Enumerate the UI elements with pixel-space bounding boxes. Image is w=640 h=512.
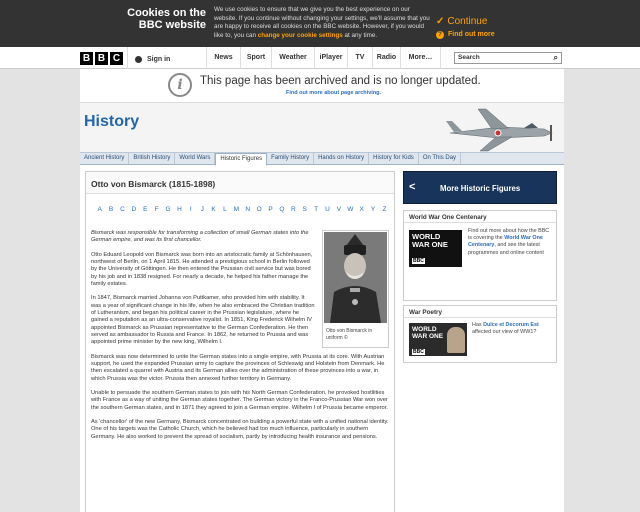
nav-item-news[interactable]: News xyxy=(206,47,240,69)
box-text: Find out more about how the BBC is covering the World War One Centenary, and see the latest programmes and online content xyxy=(468,228,550,256)
archive-notice xyxy=(80,69,564,103)
chevron-left-icon: < xyxy=(409,181,416,193)
alphabet-letter-y[interactable]: Y xyxy=(370,206,376,213)
ww1-centenary-link[interactable]: World War One Centenary xyxy=(468,235,543,249)
war-poetry-thumbnail[interactable]: WORLD WAR ONE BBC xyxy=(409,323,467,356)
cookie-banner xyxy=(0,0,640,47)
article-paragraph: Otto Eduard Leopold von Bismarck was born into an aristocratic family at Schönhausen, northwest of Berlin, on 1 April 1815. He attended a prestigious school in Berlin followed by the University of Göttingen. He then entered the Prussian civil service but was bored by his job and in 1838 resigned. For nearly a decade, he helped his father manage the family estates. xyxy=(91,251,313,287)
nav-item-tv[interactable]: TV xyxy=(347,47,372,69)
search-input[interactable]: Search ⌕ xyxy=(454,52,562,64)
tab-world-wars[interactable]: World Wars xyxy=(175,153,215,164)
alphabet-letter-w[interactable]: W xyxy=(347,206,354,213)
alphabet-letter-d[interactable]: D xyxy=(131,206,137,213)
article-panel xyxy=(85,171,395,512)
question-icon: ? xyxy=(436,31,444,39)
cookie-title: Cookies on the BBC website xyxy=(127,7,206,31)
bismarck-portrait xyxy=(324,232,387,323)
war-poetry-box xyxy=(403,305,557,363)
alphabet-letter-c[interactable]: C xyxy=(120,206,125,213)
alphabet-letter-r[interactable]: R xyxy=(290,206,296,213)
alphabet-letter-t[interactable]: T xyxy=(314,206,319,213)
cookie-settings-link[interactable]: change your cookie settings xyxy=(257,31,343,39)
article-paragraph: Unable to persuade the southern German states to join with his North German Confederation, he provoked hostilities with France as a way of uniting the German states together. The German victory in the Franco-Prussian War won over the southern German states, and in 1871 they agreed to join a German empire. Wilhelm I of Prussia became emperor. xyxy=(91,390,388,411)
box-title: War Poetry xyxy=(404,306,556,318)
tab-british-history[interactable]: British History xyxy=(129,153,175,164)
user-icon xyxy=(135,56,142,63)
alphabet-letter-p[interactable]: P xyxy=(268,206,273,213)
check-icon: ✓ xyxy=(436,16,445,27)
tab-on-this-day[interactable]: On This Day xyxy=(419,153,461,164)
alphabet-letter-j[interactable]: J xyxy=(200,206,204,213)
alphabet-letter-u[interactable]: U xyxy=(325,206,330,213)
tab-ancient-history[interactable]: Ancient History xyxy=(80,153,129,164)
info-icon: i xyxy=(168,73,192,97)
spitfire-illustration xyxy=(440,107,562,153)
box-title: World War One Centenary xyxy=(404,211,556,223)
section-title[interactable]: History xyxy=(84,113,140,130)
alphabet-letter-z[interactable]: Z xyxy=(382,206,387,213)
alphabet-letter-k[interactable]: K xyxy=(211,206,216,213)
section-banner xyxy=(80,103,564,152)
section-tabs xyxy=(80,152,564,165)
alphabet-letter-a[interactable]: A xyxy=(97,206,102,213)
tab-hands-on-history[interactable]: Hands on History xyxy=(314,153,369,164)
article-paragraph: In 1847, Bismarck married Johanna von Puttkamer, who provided him with stability. It was a year of significant change in his life, when he also embraced the Christian tradition of Lutheranism, and began his political career in the Prussian legislature, where he gained a reputation as an ultra-conservative royalist. In 1851, King Frederick Wilhelm IV appointed Bismarck as Prussian representative to the German Confederation. He then served as ambassador to Russia and France. In 1862, he returned to Prussia and was appointed prime minister by the new king, Wilhelm I. xyxy=(91,295,315,346)
article-intro: Bismarck was responsible for transforming a collection of small German states into the German empire, and was its first chancellor. xyxy=(91,230,309,244)
alphabet-letter-n[interactable]: N xyxy=(245,206,251,213)
alphabet-letter-o[interactable]: O xyxy=(256,206,262,213)
alphabet-index xyxy=(94,206,390,213)
portrait-figure xyxy=(322,230,389,348)
alphabet-letter-g[interactable]: G xyxy=(165,206,171,213)
ww1-thumbnail[interactable]: WORLD WAR ONE BBC xyxy=(409,230,462,267)
box-text: Has Dulce et Decorum Est affected our view of WW1? xyxy=(472,322,539,336)
alphabet-letter-f[interactable]: F xyxy=(154,206,159,213)
nav-item-weather[interactable]: Weather xyxy=(271,47,314,69)
nav-item-more[interactable]: More… xyxy=(400,47,441,69)
alphabet-letter-l[interactable]: L xyxy=(223,206,227,213)
alphabet-letter-x[interactable]: X xyxy=(359,206,364,213)
dulce-et-decorum-link[interactable]: Dulce et Decorum Est xyxy=(483,322,539,328)
portrait-caption: Otto von Bismarck in uniform © xyxy=(326,328,373,341)
nav-item-iplayer[interactable]: iPlayer xyxy=(314,47,347,69)
alphabet-letter-s[interactable]: S xyxy=(302,206,307,213)
article-paragraph: Bismarck was now determined to unite the German states into a single empire, with Prussia at its core. With Austrian support, he used the expanded Prussian army to capture the provinces of Schleswig and Holstein from Denmark. He then escalated a quarrel with Austria and its German allies over the administration of these provinces into a war, in which Prussia was the victor. Prussia then annexed further territory in Germany. xyxy=(91,353,385,382)
nav-item-radio[interactable]: Radio xyxy=(372,47,400,69)
content-wrapper xyxy=(80,103,564,512)
alphabet-letter-i[interactable]: I xyxy=(189,206,192,213)
archive-title: This page has been archived and is no longer updated. xyxy=(200,75,481,87)
archive-link[interactable]: Find out more about page archiving. xyxy=(286,90,382,96)
continue-button[interactable]: ✓ Continue xyxy=(436,16,488,27)
article-paragraph: As 'chancellor' of the new Germany, Bismarck concentrated on building a powerful state with a unified national identity. One of his targets was the Catholic Church, which he believed had too much influence, particularly in southern Germany. He also worked to prevent the spread of socialism, partly by introducing health insurance and pensions. xyxy=(91,419,389,440)
find-out-more-link[interactable]: ? Find out more xyxy=(436,31,495,39)
article-title: Otto von Bismarck (1815-1898) xyxy=(86,172,394,194)
alphabet-letter-b[interactable]: B xyxy=(108,206,114,213)
bbc-logo[interactable]: B B C xyxy=(80,52,123,65)
alphabet-letter-v[interactable]: V xyxy=(336,206,342,213)
alphabet-letter-q[interactable]: Q xyxy=(279,206,285,213)
alphabet-letter-m[interactable]: M xyxy=(233,206,240,213)
nav-item-sport[interactable]: Sport xyxy=(240,47,271,69)
cookie-text: We use cookies to ensure that we give you the best experience on our website. If you continue without changing your settings, we'll assume that you are happy to receive all cookies on the BBC website. However, if you would like to, you can change your cookie settings at any time. xyxy=(214,6,430,39)
tab-historic-figures[interactable]: Historic Figures xyxy=(215,153,267,166)
alphabet-letter-e[interactable]: E xyxy=(143,206,148,213)
alphabet-letter-h[interactable]: H xyxy=(177,206,182,213)
global-nav xyxy=(0,47,640,69)
nav-items xyxy=(206,47,441,69)
tab-history-for-kids[interactable]: History for Kids xyxy=(369,153,419,164)
search-icon[interactable]: ⌕ xyxy=(553,53,558,62)
ww1-centenary-box xyxy=(403,210,557,301)
signin-link[interactable]: Sign in xyxy=(135,52,170,66)
more-historic-figures-button[interactable]: < More Historic Figures xyxy=(403,171,557,204)
tab-family-history[interactable]: Family History xyxy=(267,153,314,164)
